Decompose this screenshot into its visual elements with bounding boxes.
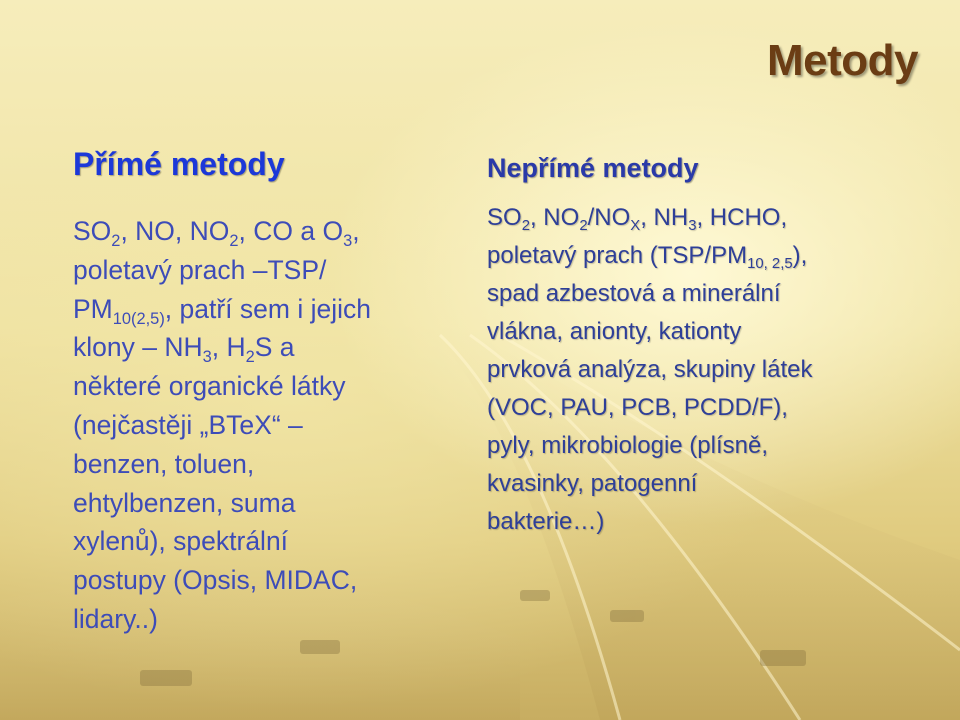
text-run: /NO: [587, 204, 631, 231]
text-line: [73, 445, 473, 484]
text-run: ehtylbenzen, suma: [73, 487, 296, 518]
text-line: [73, 522, 473, 561]
subscript: 3: [343, 231, 353, 250]
text-run: , H: [211, 332, 246, 363]
text-run: xylenů), spektrální: [73, 526, 289, 557]
subscript: 2: [521, 218, 530, 235]
direct-methods-heading: Přímé metody: [73, 146, 285, 182]
text-line: [487, 465, 937, 503]
subscript: 2: [111, 231, 121, 250]
text-run: (nejčastěji „BTeX“ –: [73, 409, 303, 440]
text-run: , patří sem i jejich: [164, 293, 371, 324]
text-run: některé organické látky: [73, 371, 346, 402]
text-line: [73, 328, 473, 367]
text-line: [73, 484, 473, 523]
text-line: [487, 427, 937, 465]
text-line: [487, 503, 937, 541]
text-run: , CO a O: [238, 216, 344, 246]
text-run: SO: [487, 204, 522, 231]
subscript: 10, 2,5: [747, 256, 793, 273]
text-run: ),: [792, 242, 808, 269]
subscript: 3: [202, 348, 212, 367]
text-line: [487, 313, 937, 351]
text-line: [73, 561, 473, 600]
text-run: prvková analýza, skupiny látek: [487, 356, 813, 383]
indirect-methods-text: [487, 199, 937, 541]
text-run: benzen, toluen,: [73, 448, 255, 479]
text-run: , NO, NO: [120, 216, 230, 246]
text-line: [487, 351, 937, 389]
text-run: klony – NH: [73, 332, 203, 363]
text-run: , NO: [529, 204, 580, 231]
text-line: [73, 290, 473, 329]
text-run: PM: [73, 293, 113, 324]
text-run: , NH: [640, 204, 689, 231]
subscript: 2: [245, 348, 255, 367]
text-run: spad azbestová a minerální: [487, 280, 781, 307]
text-run: poletavý prach (TSP/PM: [487, 242, 748, 269]
text-run: postupy (Opsis, MIDAC,: [73, 565, 358, 596]
text-run: , HCHO,: [696, 204, 788, 231]
text-run: S a: [254, 332, 295, 363]
text-run: poletavý prach –TSP/: [73, 254, 327, 285]
text-line: [73, 406, 473, 445]
text-run: SO: [73, 216, 112, 246]
text-line: [487, 199, 937, 237]
text-run: lidary..): [73, 603, 158, 634]
text-run: vlákna, anionty, kationty: [487, 318, 742, 345]
text-line: [73, 367, 473, 406]
subscript: 2: [229, 231, 239, 250]
subscript: 10(2,5): [112, 309, 165, 328]
slide-title: Metody: [767, 36, 918, 85]
text-line: [73, 212, 473, 251]
text-line: [73, 251, 473, 290]
text-run: (VOC, PAU, PCB, PCDD/F),: [487, 394, 788, 421]
text-line: [487, 389, 937, 427]
text-run: bakterie…): [487, 508, 605, 535]
text-line: [73, 600, 473, 639]
text-line: [487, 275, 937, 313]
text-run: pyly, mikrobiologie (plísně,: [487, 432, 769, 459]
subscript: X: [630, 218, 641, 235]
subscript: 3: [688, 218, 697, 235]
direct-methods-text: [73, 212, 473, 639]
text-run: ,: [352, 216, 360, 246]
indirect-methods-heading: Nepřímé metody: [487, 153, 699, 183]
text-run: kvasinky, patogenní: [487, 470, 698, 497]
subscript: 2: [579, 218, 588, 235]
text-line: [487, 237, 937, 275]
